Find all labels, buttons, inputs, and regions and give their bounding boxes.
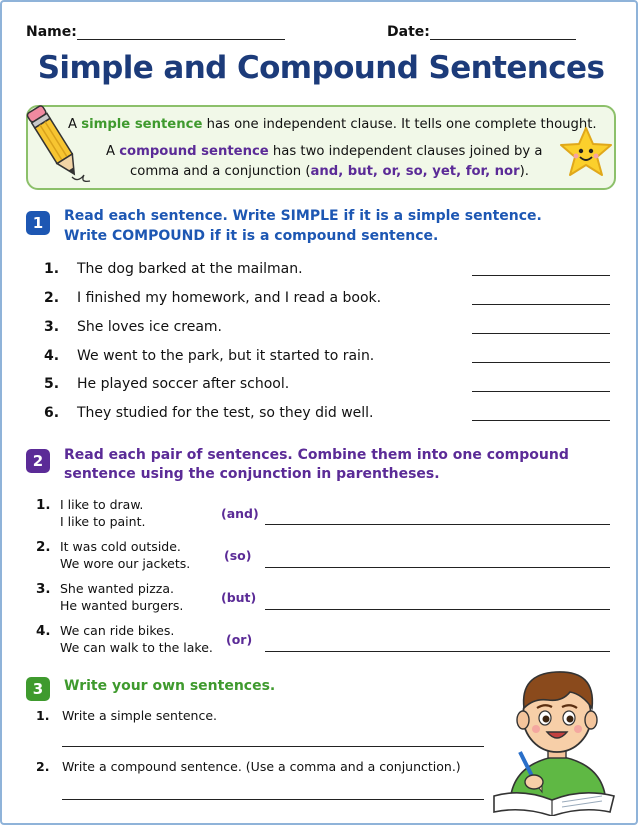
answer-blank[interactable]	[472, 333, 610, 334]
conjunction-list: and, but, or, so, yet, for, nor	[310, 164, 520, 179]
list-item-number: 4.	[36, 623, 51, 639]
answer-blank[interactable]	[265, 651, 610, 652]
list-item: 1. The dog barked at the mailman.	[44, 261, 303, 277]
answer-blank[interactable]	[62, 799, 484, 800]
prompt-compound: Write a compound sentence. (Use a comma and a conjunction.)	[62, 759, 461, 774]
sentence-1: She wanted pizza.	[60, 581, 174, 596]
simple-term: simple sentence	[81, 117, 203, 132]
page-title: Simple and Compound Sentences	[37, 50, 605, 86]
conjunction-hint: (or)	[226, 632, 253, 647]
section3-instruction: Write your own sentences.	[64, 678, 276, 694]
date-label: Date:	[387, 24, 430, 40]
compound-definition: A compound sentence has two independent clauses joined by a	[106, 144, 543, 159]
name-label: Name:	[26, 24, 77, 40]
answer-blank[interactable]	[62, 746, 484, 747]
answer-blank[interactable]	[472, 304, 610, 305]
sentence-1: I like to draw.	[60, 497, 144, 512]
sentence-2: We can walk to the lake.	[60, 640, 213, 655]
conjunction-hint: (so)	[224, 548, 252, 563]
section1-badge: 1	[26, 211, 50, 235]
list-item-number: 2.	[36, 539, 51, 555]
section1-instruction-line2: Write COMPOUND if it is a compound sentence.	[64, 228, 439, 244]
section2-instruction-line2: sentence using the conjunction in parentheses.	[64, 466, 440, 482]
section2-badge: 2	[26, 449, 50, 473]
list-item-number: 3.	[36, 581, 51, 597]
list-item: 5. He played soccer after school.	[44, 376, 290, 392]
answer-blank[interactable]	[265, 524, 610, 525]
sentence-2: He wanted burgers.	[60, 598, 184, 613]
name-blank[interactable]	[77, 39, 285, 40]
answer-blank[interactable]	[472, 362, 610, 363]
sentence-1: It was cold outside.	[60, 539, 181, 554]
list-item: 4. We went to the park, but it started to rain.	[44, 348, 375, 364]
conjunction-hint: (but)	[221, 590, 257, 605]
compound-term: compound sentence	[119, 144, 269, 159]
section3-badge: 3	[26, 677, 50, 701]
pencil-icon	[20, 97, 92, 189]
answer-blank[interactable]	[265, 567, 610, 568]
sentence-2: We wore our jackets.	[60, 556, 191, 571]
simple-definition: A simple sentence has one independent clause. It tells one complete thought.	[68, 117, 597, 132]
sentence-2: I like to paint.	[60, 514, 146, 529]
list-item-number: 1.	[36, 497, 51, 513]
section2-instruction-line1: Read each pair of sentences. Combine them into one compound	[64, 447, 569, 463]
compound-definition-line2: comma and a conjunction (and, but, or, so, yet, for, nor).	[130, 164, 529, 179]
section1-instruction-line1: Read each sentence. Write SIMPLE if it is a simple sentence.	[64, 208, 542, 224]
prompt-simple: Write a simple sentence.	[62, 708, 218, 723]
list-item-number: 2.	[36, 759, 50, 774]
list-item-number: 1.	[36, 708, 50, 723]
answer-blank[interactable]	[472, 420, 610, 421]
list-item: 3. She loves ice cream.	[44, 319, 222, 335]
boy-writing-illustration	[490, 656, 622, 816]
list-item: 6. They studied for the test, so they did well.	[44, 405, 374, 421]
sentence-1: We can ride bikes.	[60, 623, 175, 638]
list-item: 2. I finished my homework, and I read a book.	[44, 290, 382, 306]
answer-blank[interactable]	[472, 391, 610, 392]
answer-blank[interactable]	[265, 609, 610, 610]
star-icon	[558, 125, 614, 179]
date-blank[interactable]	[430, 39, 576, 40]
answer-blank[interactable]	[472, 275, 610, 276]
conjunction-hint: (and)	[221, 506, 259, 521]
